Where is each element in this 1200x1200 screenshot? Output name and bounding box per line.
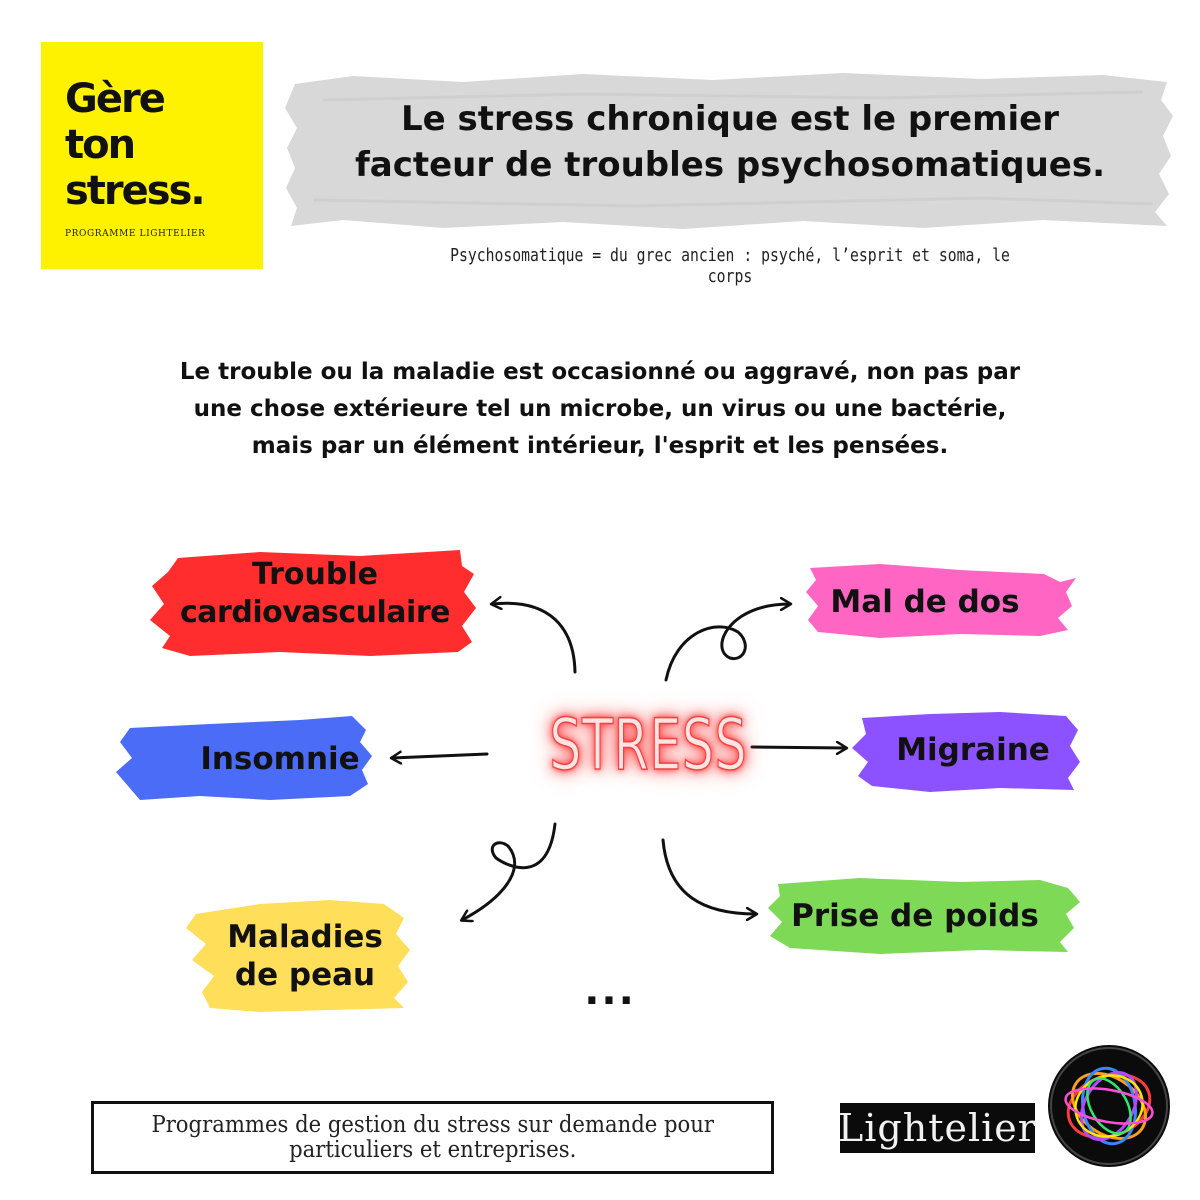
node-peau-label (190, 918, 420, 994)
node-insomnie-label (150, 740, 410, 778)
footer-text (151, 1113, 714, 1163)
brand-name: Lightelier (838, 1106, 1037, 1150)
intro-line: Le trouble ou la maladie est occasionné ou aggravé, non pas par (179, 359, 1021, 385)
footer-line: particuliers et entreprises. (288, 1136, 577, 1163)
banner-title-line: Le stress chronique est le premier (401, 99, 1059, 139)
brand-wordmark (840, 1103, 1035, 1153)
more-ellipsis: ... (584, 968, 636, 1014)
node-migraine-label (858, 731, 1088, 769)
node-dos-label (810, 583, 1040, 621)
etymology-note: Psychosomatique = du grec ancien : psyché, l’esprit et soma, le corps (450, 245, 1010, 287)
intro-line: une chose extérieure tel un microbe, un virus ou une bactérie, (193, 396, 1007, 422)
arrow-to-poids (663, 840, 756, 914)
footer-box (91, 1101, 774, 1174)
arrow-to-dos (666, 604, 790, 680)
arrow-to-migraine (752, 747, 846, 748)
node-poids-line: Prise de poids (791, 898, 1039, 934)
arrow-to-cardio (492, 603, 575, 672)
logo-subtitle: PROGRAMME LIGHTELIER (65, 229, 206, 239)
node-cardio-label (150, 556, 480, 632)
node-insomnie-line: Insomnie (200, 741, 360, 777)
arrow-to-peau (462, 824, 555, 920)
stress-center-label: STRESS (549, 704, 748, 786)
colorful-orb-icon (1046, 1043, 1172, 1169)
node-migraine-line: Migraine (896, 732, 1050, 768)
logo-title-line: ton (65, 122, 135, 168)
node-cardio-line: Trouble (251, 557, 379, 592)
intro-line: mais par un élément intérieur, l'esprit et les pensées. (251, 433, 949, 459)
logo-title-line: stress. (65, 168, 204, 214)
banner-title-line: facteur de troubles psychosomatiques. (354, 145, 1106, 185)
node-poids-label (770, 897, 1060, 935)
logo-title-line: Gère (65, 76, 164, 122)
node-cardio-line: cardiovasculaire (180, 595, 450, 630)
node-dos-line: Mal de dos (830, 584, 1020, 620)
footer-line: Programmes de gestion du stress sur demande pour (151, 1111, 714, 1138)
node-peau-line: de peau (234, 957, 376, 993)
node-peau-line: Maladies (227, 919, 383, 955)
